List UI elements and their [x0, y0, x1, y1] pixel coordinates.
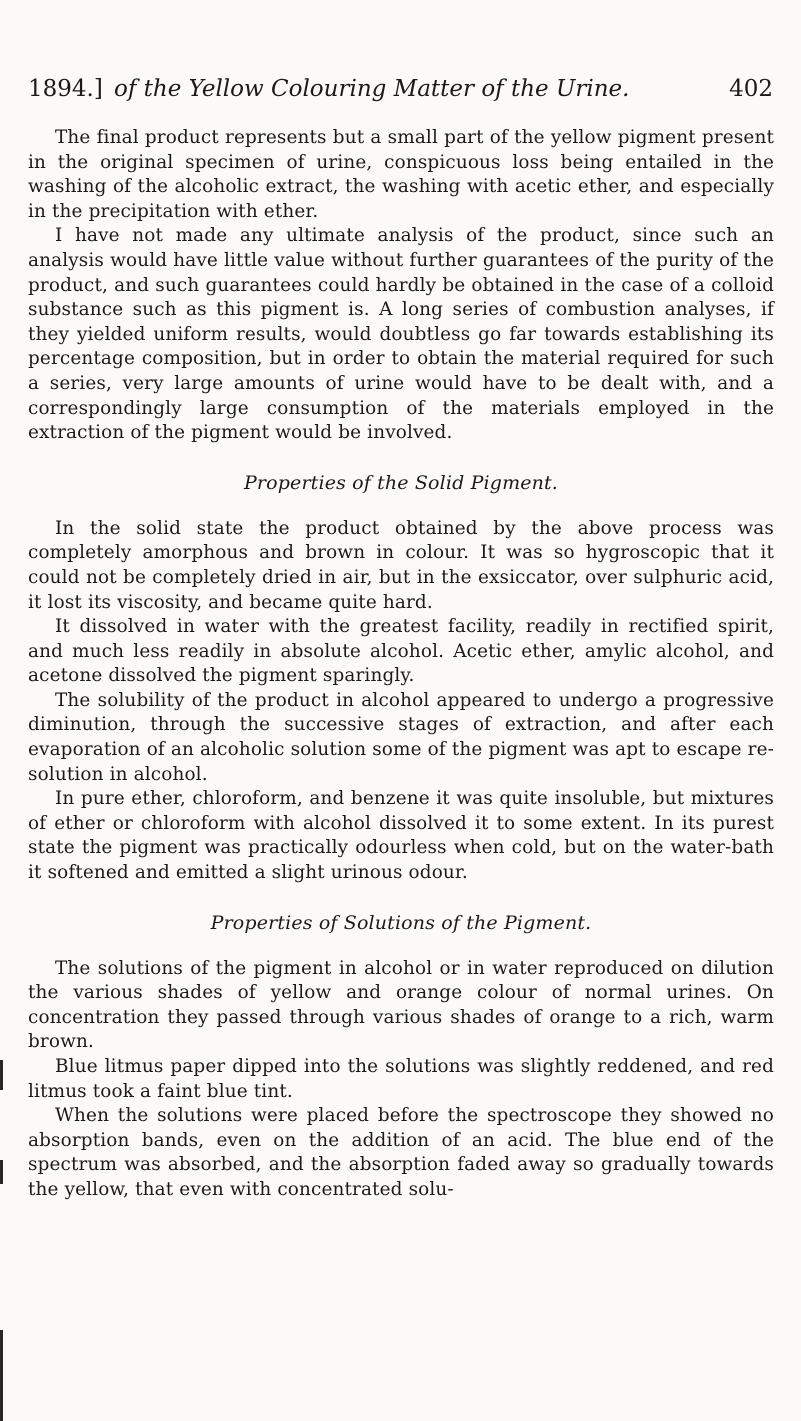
running-head-year: 1894.]: [28, 76, 103, 102]
paragraph: The solubility of the product in alcohol appeared to undergo a progressive diminution, through the successive stages of extraction, and after each evaporation of an alcoholic solution some of the pigment was apt to escape re-solution in alcohol.: [28, 689, 774, 785]
section-heading-solid-pigment: Properties of the Solid Pigment.: [243, 471, 558, 494]
paragraph: The solutions of the pigment in alcohol or in water reproduced on dilution the various shades of yellow and orange colour of normal urines. On concentration they passed through various shades of orange to a rich, warm brown.: [28, 957, 774, 1053]
page-edge-mark: [0, 1060, 3, 1090]
section-heading-solutions: Properties of Solutions of the Pigment.: [210, 911, 592, 934]
body-text: [28, 126, 774, 1203]
paragraph: In pure ether, chloroform, and benzene it was quite insoluble, but mixtures of ether or chloroform with alcohol dissolved it to some extent. In its purest state the pigment was practically odourless when cold, but on the water-bath it softened and emitted a slight urinous odour.: [28, 788, 774, 884]
paragraph: Blue litmus paper dipped into the solutions was slightly reddened, and red litmus took a faint blue tint.: [28, 1056, 774, 1102]
paragraph: When the solutions were placed before the spectroscope they showed no absorption bands, even on the addition of an acid. The blue end of the spectrum was absorbed, and the absorption faded away so gradually towards the yellow, that even with concentrated solu-: [28, 1105, 774, 1200]
running-head-title: of the Yellow Colouring Matter of the Urine.: [114, 76, 630, 102]
paragraph: The final product represents but a small part of the yellow pigment present in the original specimen of urine, conspicuous loss being entailed in the washing of the alcoholic extract, the washing with acetic ether, and especially in the precipitation with ether.: [28, 127, 774, 222]
page-edge-mark: [0, 1160, 3, 1184]
page-edge-mark: [0, 1330, 3, 1421]
page-number: 402: [729, 76, 773, 102]
paragraph: I have not made any ultimate analysis of the product, since such an analysis would have little value without further guarantees of the purity of the product, and such guarantees could hardly be obtained in the case of a colloid substance such as this pigment is. A long series of combustion analyses, if they yielded uniform results, would doubtless go far towards establishing its percentage composition, but in order to obtain the material required for such a series, very large amounts of urine would have to be dealt with, and a correspondingly large consumption of the materials employed in the extraction of the pigment would be involved.: [28, 225, 774, 444]
paragraph: In the solid state the product obtained by the above process was completely amorphous and brown in colour. It was so hygroscopic that it could not be completely dried in air, but in the exsiccator, over sulphuric acid, it lost its viscosity, and became quite hard.: [28, 517, 774, 613]
running-head: [28, 74, 773, 104]
paragraph: It dissolved in water with the greatest facility, readily in rectified spirit, and much less readily in absolute alcohol. Acetic ether, amylic alcohol, and acetone dissolved the pigment sparingly.: [28, 616, 774, 687]
